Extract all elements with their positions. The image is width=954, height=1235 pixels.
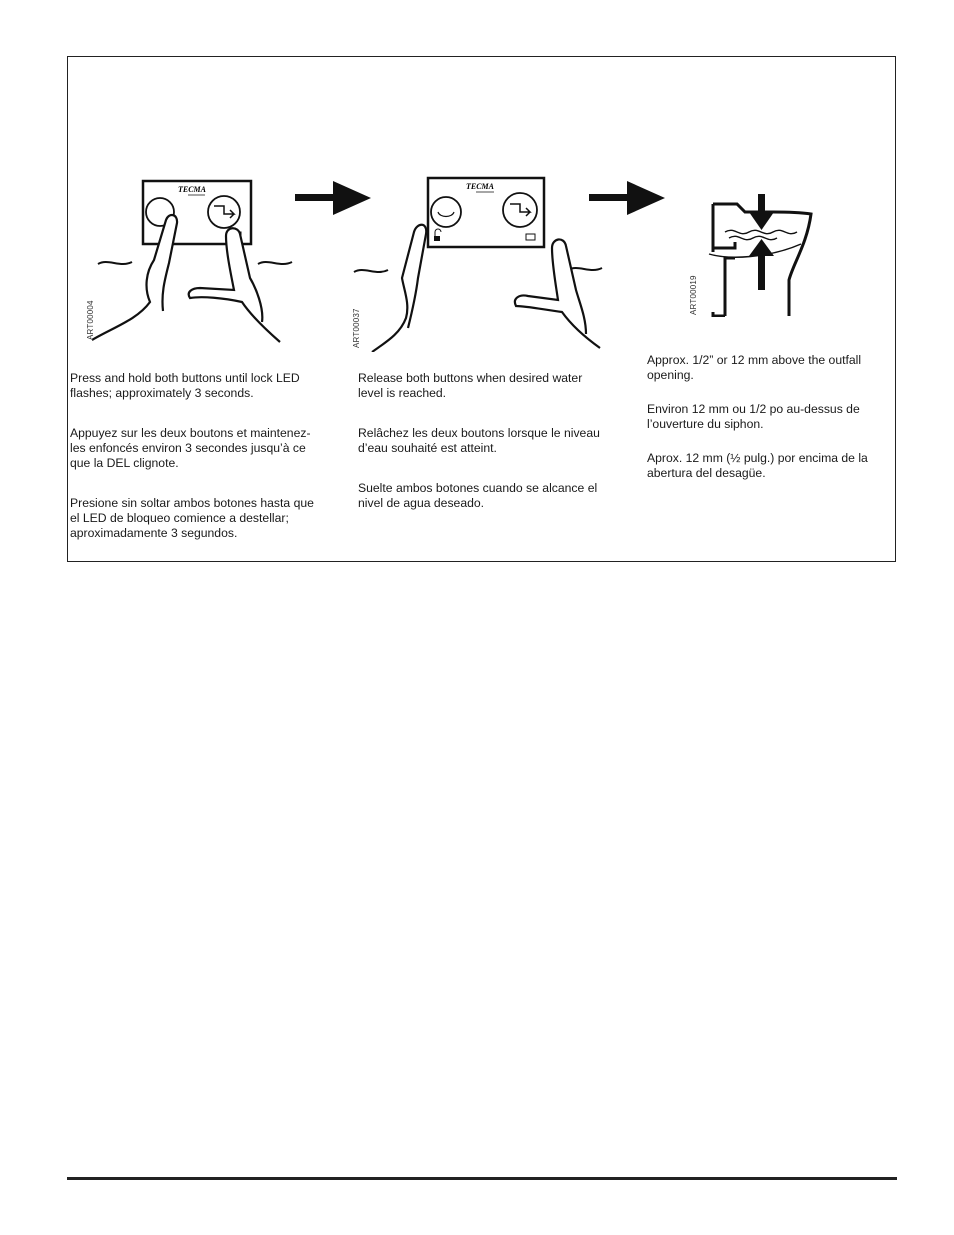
art-code-3: ART00019 (689, 275, 698, 315)
figure-water-level (705, 192, 820, 317)
step-1-english: Press and hold both buttons until lock LED flashes; approximately 3 seconds. (70, 371, 300, 400)
step-2-text (358, 371, 610, 536)
footer-divider (67, 1177, 897, 1180)
brand-logo: TECMA (178, 185, 207, 194)
art-code-2: ART00037 (352, 308, 361, 348)
arrow-right-icon-2 (589, 181, 665, 215)
figure-release-buttons (352, 172, 607, 352)
step-3-english: Approx. 1/2” or 12 mm above the outfall opening. (647, 353, 862, 382)
art-code-1: ART00004 (86, 300, 95, 340)
step-3-spanish: Aprox. 12 mm (½ pulg.) por encima de la abertura del desagüe. (647, 451, 868, 480)
step-2-english: Release both buttons when desired water level is reached. (358, 371, 583, 400)
brand-logo-2: TECMA (466, 182, 495, 191)
step-1-spanish: Presione sin soltar ambos botones hasta que el LED de bloqueo comience a destellar; aproximadamente 3 segundos. (70, 496, 314, 540)
step-1-text (70, 371, 320, 566)
step-1-french: Appuyez sur les deux boutons et maintenez-les enfoncés environ 3 secondes jusqu’à ce que la DEL clignote. (70, 426, 311, 470)
step-2-french: Relâchez les deux boutons lorsque le niveau d’eau souhaité est atteint. (358, 426, 600, 455)
figure-press-buttons (90, 170, 300, 345)
step-2-spanish: Suelte ambos botones cuando se alcance el nivel de agua deseado. (358, 481, 598, 510)
step-3-text (647, 353, 879, 500)
step-3-french: Environ 12 mm ou 1/2 po au-dessus de l’ouverture du siphon. (647, 402, 860, 431)
